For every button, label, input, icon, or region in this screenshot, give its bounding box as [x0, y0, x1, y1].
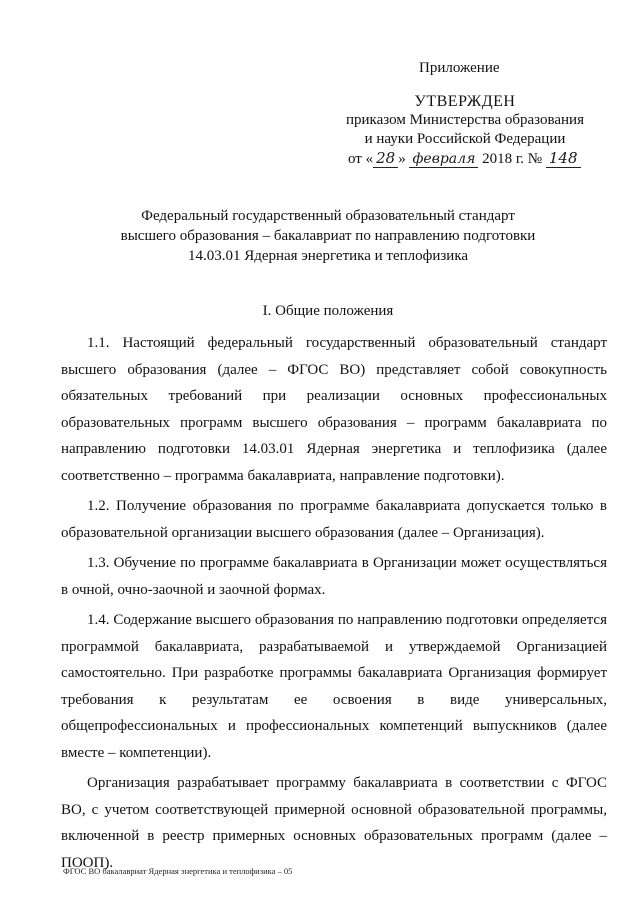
- order-number-handwritten: 148: [546, 149, 581, 168]
- body-text: [61, 330, 607, 880]
- paragraph-1-2: 1.2. Получение образования по программе бакалавриата допускается только в образовательной организации высшего образования (далее – Организация).: [61, 498, 607, 541]
- page-footer: ФГОС ВО бакалавриат Ядерная энергетика и теплофизика – 05: [63, 866, 293, 876]
- document-title: [60, 206, 596, 266]
- title-line-2: высшего образования – бакалавриат по направлению подготовки: [120, 228, 536, 244]
- order-year: 2018 г. №: [482, 151, 543, 167]
- section-heading: I. Общие положения: [262, 303, 394, 319]
- order-day-handwritten: 28: [373, 149, 398, 168]
- paragraph-1-4: 1.4. Содержание высшего образования по направлению подготовки определяется программой бакалавриата, разрабатываемой и утверждаемой Организацией самостоятельно. При разработке программы бакалавриата Организация формирует требования к результатам ее освоения в виде универсальных, общепрофессиональных и профессиональных компетенций выпускников (далее вместе – компетенции).: [61, 612, 607, 761]
- title-line-1: Федеральный государственный образовательный стандарт: [141, 208, 515, 224]
- approval-block: [340, 92, 590, 169]
- order-line-2: и науки Российской Федерации: [364, 131, 566, 147]
- paragraph-1-3: 1.3. Обучение по программе бакалавриата в Организации может осуществляться в очной, очно-заочной и заочной формах.: [61, 555, 607, 598]
- order-date-line: [340, 149, 590, 169]
- paragraph-1-1: 1.1. Настоящий федеральный государственный образовательный стандарт высшего образования (далее – ФГОС ВО) представляет собой совокупность обязательных требований при реализации основных профессиональных образовательных программ высшего образования – программ бакалавриата по направлению подготовки 14.03.01 Ядерная энергетика и теплофизика (далее соответственно – программа бакалавриата, направление подготовки).: [61, 335, 607, 484]
- order-line-1: приказом Министерства образования: [346, 112, 584, 128]
- approved-label: УТВЕРЖДЕН: [414, 93, 516, 110]
- paragraph-1-4-cont: Организация разрабатывает программу бакалавриата в соответствии с ФГОС ВО, с учетом соответствующей примерной основной образовательной программы, включенной в реестр примерных основных образовательных программ (далее – ПООП).: [61, 775, 607, 871]
- order-month-handwritten: февраля: [409, 151, 478, 168]
- order-prefix: от «: [348, 151, 374, 167]
- order-mid: »: [398, 151, 406, 167]
- appendix-label: Приложение: [419, 60, 500, 76]
- title-line-3: 14.03.01 Ядерная энергетика и теплофизика: [187, 248, 469, 264]
